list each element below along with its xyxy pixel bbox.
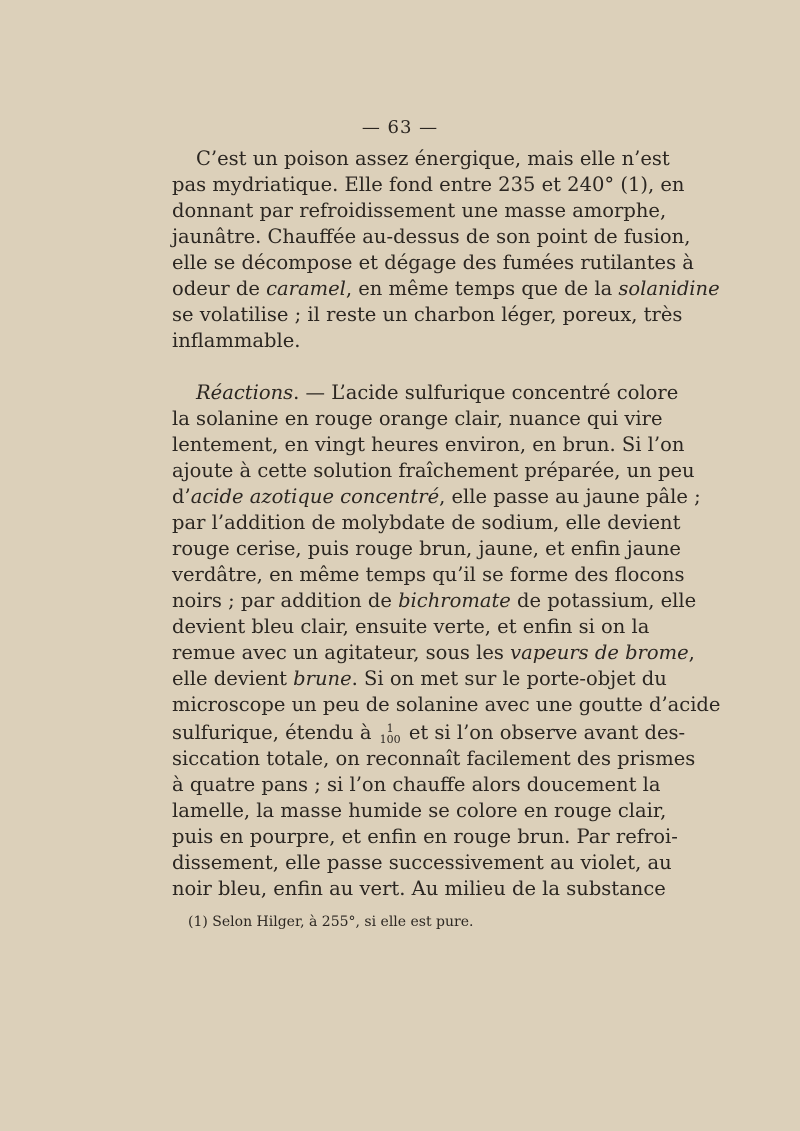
text-line: dissement, elle passe successivement au violet, au (172, 851, 672, 874)
text-segment: remue avec un agitateur, sous les (172, 641, 511, 664)
footnote: (1) Selon Hilger, à 255°, si elle est pure. (188, 914, 474, 930)
text-line: puis en pourpre, et enfin en rouge brun. Par refroi- (172, 825, 678, 848)
text-line: microscope un peu de solanine avec une goutte d’acide (172, 693, 721, 716)
text-segment: d’ (172, 485, 191, 508)
text-segment: odeur de (172, 277, 267, 300)
italic-term: brune (293, 667, 352, 690)
italic-term: Réactions (196, 381, 294, 404)
text-line (196, 380, 679, 406)
text-line: verdâtre, en même temps qu’il se forme des flocons (172, 563, 685, 586)
text-line: jaunâtre. Chauffée au-dessus de son point de fusion, (172, 225, 691, 248)
text-line (172, 588, 697, 614)
text-line: C’est un poison assez énergique, mais elle n’est (196, 147, 670, 170)
text-line (172, 666, 667, 692)
text-line (172, 276, 720, 302)
text-line: rouge cerise, puis rouge brun, jaune, et enfin jaune (172, 537, 681, 560)
italic-term: vapeurs de brome (510, 641, 689, 664)
text-line: inflammable. (172, 329, 301, 352)
text-line (172, 640, 695, 666)
text-segment: noirs ; par addition de (172, 589, 399, 612)
italic-term: solanidine (618, 277, 720, 300)
text-line: noir bleu, enfin au vert. Au milieu de la substance (172, 877, 666, 900)
text-line: siccation totale, on reconnaît facilement des prismes (172, 747, 696, 770)
text-line: elle se décompose et dégage des fumées rutilantes à (172, 251, 694, 274)
text-segment: , en même temps que de la (345, 277, 619, 300)
text-line: pas mydriatique. Elle fond entre 235 et 240° (1), en (172, 173, 685, 196)
text-segment: . — L’acide sulfurique concentré colore (293, 381, 679, 404)
page-number: — 63 — (361, 117, 439, 138)
text-segment: , (688, 641, 695, 664)
text-line: la solanine en rouge orange clair, nuance qui vire (172, 407, 663, 430)
fraction-denominator: 100 (379, 732, 401, 746)
fraction (380, 723, 401, 745)
text-line: à quatre pans ; si l’on chauffe alors doucement la (172, 773, 661, 796)
text-line: ajoute à cette solution fraîchement préparée, un peu (172, 459, 695, 482)
text-segment: et si l’on observe avant des- (402, 721, 686, 744)
text-line: donnant par refroidissement une masse amorphe, (172, 199, 667, 222)
text-segment: elle devient (172, 667, 294, 690)
text-segment: sulfurique, étendu à (172, 721, 378, 744)
text-line (172, 720, 686, 746)
text-line: se volatilise ; il reste un charbon léger, poreux, très (172, 303, 683, 326)
text-line: par l’addition de molybdate de sodium, elle devient (172, 511, 681, 534)
italic-term: bichromate (398, 589, 511, 612)
text-segment: , elle passe au jaune pâle ; (439, 485, 701, 508)
fraction-numerator: 1 (386, 721, 394, 735)
text-segment: de potassium, elle (510, 589, 697, 612)
italic-term: acide azotique concentré (190, 485, 440, 508)
text-line: devient bleu clair, ensuite verte, et enfin si on la (172, 615, 650, 638)
text-line: lamelle, la masse humide se colore en rouge clair, (172, 799, 667, 822)
text-line: lentement, en vingt heures environ, en brun. Si l’on (172, 433, 685, 456)
italic-term: caramel (266, 277, 346, 300)
text-segment: . Si on met sur le porte-objet du (351, 667, 667, 690)
text-line (172, 484, 701, 510)
